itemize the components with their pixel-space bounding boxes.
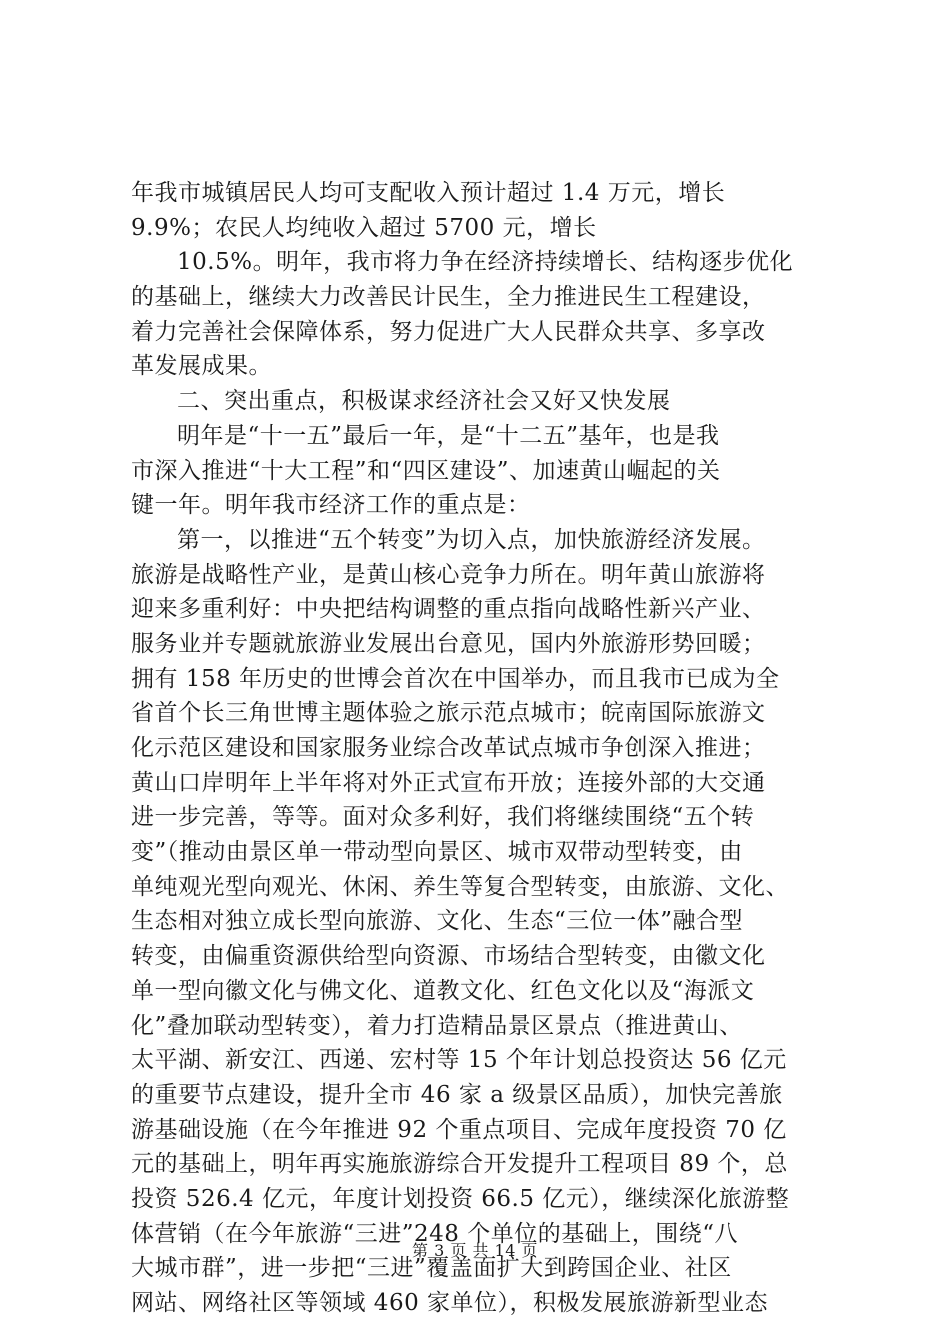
text-line: 二、突出重点，积极谋求经济社会又好又快发展	[177, 388, 671, 415]
text-line: 化示范区建设和国家服务业综合改革试点城市争创深入推进；	[131, 735, 766, 761]
text-line: 体营销（在今年旅游“三进”248 个单位的基础上，围绕“八	[131, 1220, 738, 1247]
text-line: 第一，以推进“五个转变”为切入点，加快旅游经济发展。	[177, 526, 766, 553]
text-line: 生态相对独立成长型向旅游、文化、生态“三位一体”融合型	[131, 908, 744, 935]
text-line: 着力完善社会保障体系，努力促进广大人民群众共享、多享改	[131, 318, 766, 345]
text-line: 转变，由偏重资源供给型向资源、市场结合型转变，由徽文化	[131, 943, 766, 970]
text-line: 迎来多重利好：中央把结构调整的重点指向战略性新兴产业、	[131, 596, 766, 623]
text-line: 大城市群”，进一步把“三进”覆盖面扩大到跨国企业、社区	[131, 1255, 732, 1282]
text-line: 服务业并专题就旅游业发展出台意见，国内外旅游形势回暖；	[131, 630, 766, 657]
text-line: 9.9%；农民人均纯收入超过 5700 元，增长	[131, 214, 597, 241]
document-body	[131, 176, 831, 1321]
text-line: 黄山口岸明年上半年将对外正式宣布开放；连接外部的大交通	[131, 769, 766, 796]
text-line: 拥有 158 年历史的世博会首次在中国举办，而且我市已成为全	[131, 665, 780, 692]
text-line: 化”叠加联动型转变），着力打造精品景区景点（推进黄山、	[131, 1012, 743, 1039]
text-line: 的基础上，继续大力改善民计民生，全力推进民生工程建设，	[131, 284, 766, 311]
text-line: 元的基础上，明年再实施旅游综合开发提升工程项目 89 个，总	[131, 1151, 788, 1178]
text-line: 省首个长三角世博主题体验之旅示范点城市；皖南国际旅游文	[131, 700, 766, 727]
text-line: 网站、网络社区等领域 460 家单位），积极发展旅游新型业态	[131, 1290, 769, 1316]
text-line: 10.5%。明年，我市将力争在经济持续增长、结构逐步优化	[177, 249, 794, 276]
text-line: 市深入推进“十大工程”和“四区建设”、加速黄山崛起的关	[131, 457, 721, 484]
text-line: 革发展成果。	[131, 353, 272, 380]
text-line: 旅游是战略性产业，是黄山核心竞争力所在。明年黄山旅游将	[131, 561, 766, 588]
text-line: 单一型向徽文化与佛文化、道教文化、红色文化以及“海派文	[131, 977, 755, 1004]
text-line: 太平湖、新安江、西递、宏村等 15 个年计划总投资达 56 亿元	[131, 1047, 787, 1074]
text-line: 单纯观光型向观光、休闲、养生等复合型转变，由旅游、文化、	[131, 873, 789, 900]
text-line: 投资 526.4 亿元，年度计划投资 66.5 亿元），继续深化旅游整	[131, 1185, 790, 1212]
text-line: 的重要节点建设，提升全市 46 家 a 级景区品质），加快完善旅	[131, 1081, 783, 1108]
text-line: 键一年。明年我市经济工作的重点是：	[131, 492, 531, 519]
text-line: 年我市城镇居民人均可支配收入预计超过 1.4 万元，增长	[131, 180, 726, 206]
text-line: 明年是“十一五”最后一年，是“十二五”基年，也是我	[177, 422, 720, 449]
text-line: 进一步完善，等等。面对众多利好，我们将继续围绕“五个转	[131, 804, 755, 831]
text-line: 游基础设施（在今年推进 92 个重点项目、完成年度投资 70 亿	[131, 1116, 787, 1143]
text-line: 变”（推动由景区单一带动型向景区、城市双带动型转变，由	[131, 839, 743, 866]
page-footer: 第 3 页 共 14 页	[412, 1241, 538, 1260]
